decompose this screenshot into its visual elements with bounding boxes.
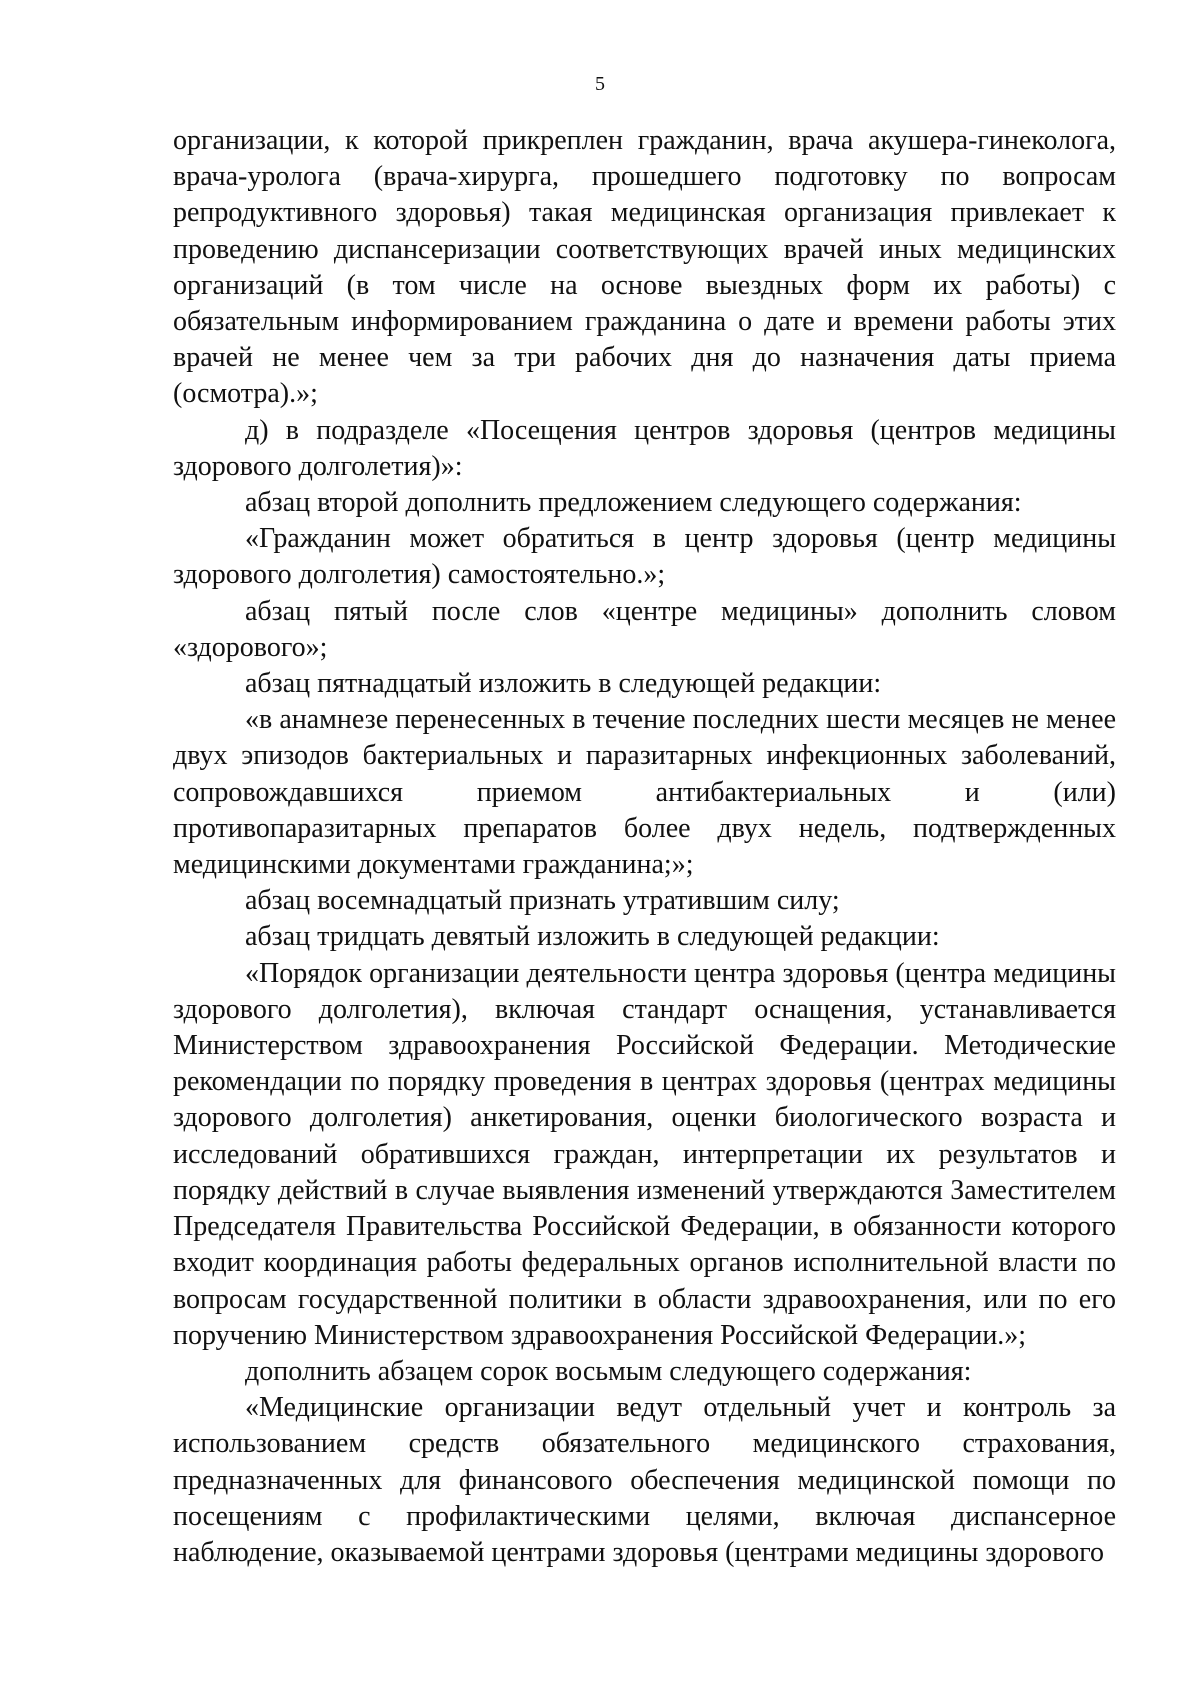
paragraph: «Гражданин может обратиться в центр здоровья (центр медицины здорового долголетия) самостоятельно.»; [173,523,1116,591]
page-number: 5 [595,73,605,95]
document-body [173,123,1116,1571]
paragraph: абзац пятнадцатый изложить в следующей редакции: [245,668,882,700]
paragraph: «Порядок организации деятельности центра здоровья (центра медицины здорового долголетия), включая стандарт оснащения, устанавливается Министерством здравоохранения Российской Федерации. Методические рекомендации по порядку проведения в центрах здоровья (центрах медицины здорового долголетия) анкетирования, оценки биологического возраста и исследований обратившихся граждан, интерпретации их результатов и порядку действий в случае выявления изменений утверждаются Заместителем Председателя Правительства Российской Федерации, в обязанности которого входит координация работы федеральных органов исполнительной власти по вопросам государственной политики в области здравоохранения, или по его поручению Министерством здравоохранения Российской Федерации.»; [173,957,1116,1351]
paragraph: «в анамнезе перенесенных в течение последних шести месяцев не менее двух эпизодов бактериальных и паразитарных инфекционных заболеваний, сопровождавшихся приемом антибактериальных и (или) противопаразитарных препаратов более двух недель, подтвержденных медицинскими документами гражданина;»; [173,704,1116,881]
paragraph: дополнить абзацем сорок восьмым следующего содержания: [245,1355,972,1387]
paragraph: абзац восемнадцатый признать утратившим силу; [245,885,840,917]
paragraph: организации, к которой прикреплен гражданин, врача акушера-гинеколога, врача-уролога (врача-хирурга, прошедшего подготовку по вопросам репродуктивного здоровья) такая медицинская организация привлекает к проведению диспансеризации соответствующих врачей иных медицинских организаций (в том числе на основе выездных форм их работы) с обязательным информированием гражданина о дате и времени работы этих врачей не менее чем за три рабочих дня до назначения даты приема (осмотра).»; [173,125,1116,410]
paragraph: абзац второй дополнить предложением следующего содержания: [245,487,1022,519]
paragraph: абзац тридцать девятый изложить в следующей редакции: [245,921,940,953]
paragraph: д) в подразделе «Посещения центров здоровья (центров медицины здорового долголетия)»: [173,414,1116,482]
paragraph: «Медицинские организации ведут отдельный учет и контроль за использованием средств обязательного медицинского страхования, предназначенных для финансового обеспечения медицинской помощи по посещениям с профилактическими целями, включая диспансерное наблюдение, оказываемой центрами здоровья (центрами медицины здорового [173,1392,1116,1568]
paragraph: абзац пятый после слов «центре медицины» дополнить словом «здорового»; [173,595,1116,663]
